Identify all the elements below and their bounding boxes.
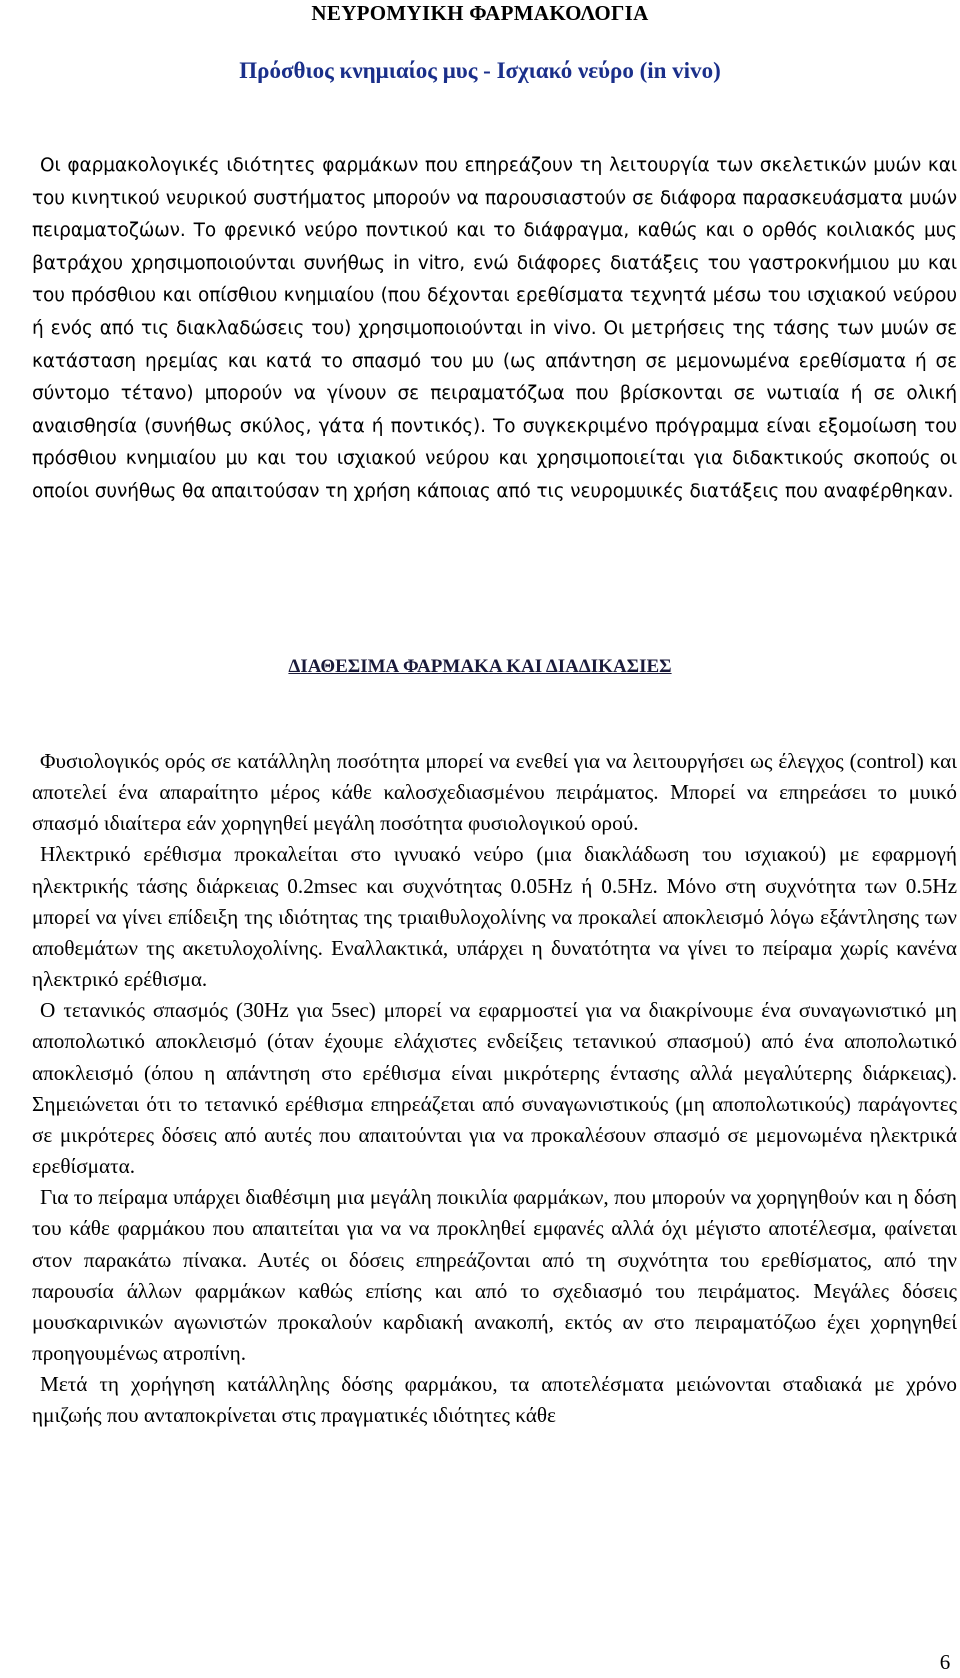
page-subtitle: Πρόσθιος κνημιαίος μυς - Ισχιακό νεύρο (in vivo) [239, 58, 721, 83]
section-heading-text: ΔΙΑΘΕΣΙΜΑ ΦΑΡΜΑΚΑ ΚΑΙ ΔΙΑΔΙΚΑΣΙΕΣ [288, 656, 672, 677]
page-number: 6 [939, 1650, 951, 1674]
paragraph-drugs-available: Για το πείραμα υπάρχει διαθέσιμη μια μεγάλη ποικιλία φαρμάκων, που μπορούν να χορηγηθούν και η δόση του κάθε φαρμάκου που απαιτείται για να να προκληθεί εμφανές αλλά όχι μέγιστο αποτέλεσμα, φαίνεται στον παρακάτω πίνακα. Αυτές οι δόσεις επηρεάζονται από τη συχνότητα του ερεθίσματος, από την παρουσία άλλων φαρμάκων καθώς επίσης και από το σχεδιασμό του πειράματος. Μεγάλες δόσεις μουσκαρινικών αγωνιστών προκαλούν καρδιακή ανακοπή, εκτός αν στο πειραματόζωο έχει χορηγηθεί προηγουμένως ατροπίνη. [32, 1185, 957, 1365]
section-heading [0, 655, 960, 679]
page-title: ΝΕΥΡΟΜΥΙΚΗ ΦΑΡΜΑΚΟΛΟΓΙΑ [311, 1, 649, 25]
intro-paragraph: Οι φαρμακολογικές ιδιότητες φαρμάκων που επηρεάζουν τη λειτουργία των σκελετικών μυών και του κινητικού νευρικού συστήματος μπορούν να παρουσιαστούν σε διάφορα παρασκευάσματα μυών πειραματοζώων. Το φρενικό νεύρο ποντικού και το διάφραγμα, καθώς και ο ορθός κοιλιακός μυς βατράχου χρησιμοποιούνται συνήθως in vitro, ενώ διάφορες διατάξεις του γαστροκνήμιου μυ και του πρόσθιου και οπίσθιου κνημιαίου (που δέχονται ερεθίσματα τεχνητά μέσω του ισχιακού νεύρου ή ενός από τις διακλαδώσεις του) χρησιμοποιούνται in vivo. Οι μετρήσεις της τάσης των μυών σε κατάσταση ηρεμίας και κατά το σπασμό του μυ (ως απάντηση σε μεμονωμένα ερεθίσματα ή σε σύντομο τέτανο) μπορούν να γίνουν σε πειραματόζωα που βρίσκονται σε νωτιαία ή σε ολική αναισθησία (συνήθως σκύλος, γάτα ή ποντικός). Το συγκεκριμένο πρόγραμμα είναι εξομοίωση του πρόσθιου κνημιαίου μυ και του ισχιακού νεύρου και χρησιμοποιείται για διδακτικούς σκοπούς οι οποίοι συνήθως θα απαιτούσαν τη χρήση κάποιας από τις νευρομυικές διατάξεις που αναφέρθηκαν. [32, 155, 957, 502]
paragraph-tetanic-spasm: Ο τετανικός σπασμός (30Hz για 5sec) μπορεί να εφαρμοστεί για να διακρίνουμε ένα συναγωνιστικό μη αποπολωτικό αποκλεισμό (όταν έχουμε ελάχιστες ενδείξεις τετανικού σπασμού) από ένα αποπολωτικό αποκλεισμό (όπου η απάντηση στο ερέθισμα είναι μικρότερης έντασης αλλά μεγαλύτερης διάρκειας). Σημειώνεται ότι το τετανικό ερέθισμα επηρεάζεται από συναγωνιστικούς (μη αποπολωτικούς) παράγοντες σε μικρότερες δόσεις από αυτές που απαιτούνται για να προκαλέσουν σπασμό σε μεμονωμένα ηλεκτρικά ερεθίσματα. [32, 998, 957, 1179]
paragraph-electrical-stimulus: Ηλεκτρικό ερέθισμα προκαλείται στο ιγνυακό νεύρο (μια διακλάδωση του ισχιακού) με εφαρμογή ηλεκτρικής τάσης διάρκειας 0.2msec και συχνότητας 0.05Hz ή 0.5Hz. Μόνο στη συχνότητα των 0.5Hz μπορεί να γίνει επίδειξη της ιδιότητας της τριαιθυλοχολίνης να προκαλεί αποκλεισμό λόγω εξάντλησης των αποθεμάτων της ακετυλοχολίνης. Εναλλακτικά, υπάρχει η δυνατότητα να γίνει το πείραμα χωρίς κανένα ηλεκτρικό ερέθισμα. [32, 842, 957, 992]
paragraph-after-dose: Μετά τη χορήγηση κατάλληλης δόσης φαρμάκου, τα αποτελέσματα μειώνονται σταδιακά με χρόνο ημιζωής που ανταποκρίνεται στις πραγματικές ιδιότητες κάθε [32, 1372, 957, 1428]
paragraph-saline: Φυσιολογικός ορός σε κατάλληλη ποσότητα μπορεί να ενεθεί για να λειτουργήσει ως έλεγχος (control) και αποτελεί ένα απαραίτητο μέρος κάθε καλοσχεδιασμένου πειράματος. Μπορεί να επηρεάσει το μυικό σπασμό ιδιαίτερα εάν χορηγηθεί μεγάλη ποσότητα φυσιολογικού ορού. [32, 749, 957, 836]
body-text [32, 746, 957, 1431]
